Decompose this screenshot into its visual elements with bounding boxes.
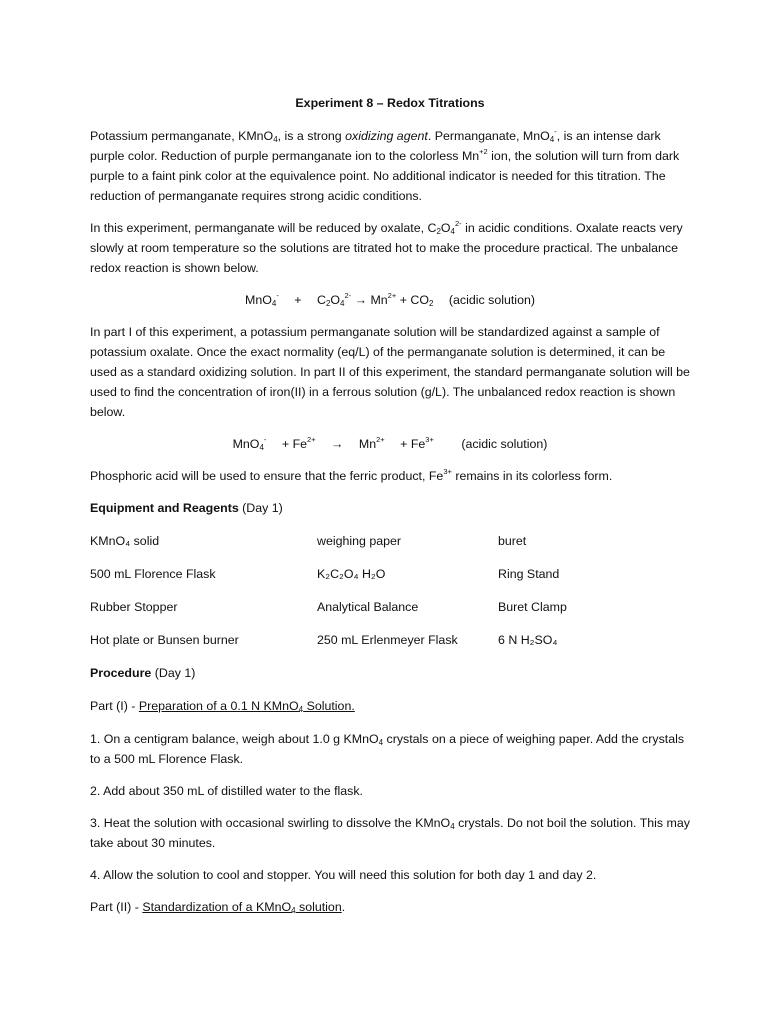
- text: Phosphoric acid will be used to ensure that the ferric product, Fe: [90, 469, 444, 483]
- part2-heading: [90, 897, 690, 917]
- eq2-fe: Fe2+: [293, 434, 316, 454]
- text: 3. Heat the solution with occasional swirling to dissolve the KMnO: [90, 816, 451, 830]
- equation-condition: (acidic solution): [448, 293, 535, 307]
- equipment-item: Hot plate or Bunsen burner: [90, 633, 239, 647]
- text: Potassium permanganate, KMnO: [90, 129, 274, 143]
- superscript: -: [554, 127, 557, 136]
- equipment-item: KMnO₄ solid: [90, 534, 160, 548]
- eq1-mno4: MnO4-: [245, 291, 279, 308]
- step-2: 2. Add about 350 mL of distilled water to the flask.: [90, 784, 363, 798]
- text: MnO: [232, 437, 260, 451]
- step-1: [90, 729, 690, 769]
- heading-day: (Day 1): [154, 666, 196, 680]
- text: Standardization of a KMnO: [142, 900, 292, 914]
- subscript: 4: [291, 906, 296, 915]
- step-3: [90, 813, 690, 853]
- equipment-item: Rubber Stopper: [90, 600, 178, 614]
- equipment-item: 500 mL Florence Flask: [90, 567, 216, 581]
- plus-sign: +: [400, 437, 408, 451]
- document-title: Experiment 8 – Redox Titrations: [295, 96, 485, 110]
- text: Fe: [292, 437, 308, 451]
- text: .: [341, 900, 346, 914]
- text: Preparation of a 0.1 N KMnO: [138, 699, 299, 713]
- reaction-arrow: →: [331, 437, 344, 451]
- subscript: 4: [549, 135, 555, 144]
- superscript: 2-: [455, 219, 462, 228]
- equipment-item: Ring Stand: [498, 567, 560, 581]
- eq1-mn: Mn2+: [370, 290, 396, 310]
- text: . Permanganate, MnO: [427, 129, 550, 143]
- text: C: [316, 293, 326, 307]
- eq1-co2: CO2: [410, 290, 433, 310]
- phosphoric-paragraph: [90, 466, 690, 486]
- text: solution: [295, 900, 342, 914]
- equation-2: [90, 434, 690, 454]
- text: Solution.: [303, 699, 355, 713]
- heading-bold: Procedure: [90, 666, 152, 680]
- eq2-mno4: MnO4-: [232, 435, 267, 452]
- eq2-fe3: Fe3+: [411, 434, 434, 454]
- equipment-item: Buret Clamp: [498, 600, 567, 614]
- text: MnO: [245, 293, 272, 307]
- part1-title: [139, 699, 355, 713]
- text: Part (I) -: [90, 699, 139, 713]
- subscript: 2: [436, 227, 441, 236]
- plus-sign: +: [281, 437, 290, 451]
- text: 1. On a centigram balance, weigh about 1.0 g KMnO: [90, 732, 379, 746]
- eq2-mn: Mn2+: [359, 434, 385, 454]
- equipment-list: [90, 531, 690, 650]
- heading-bold: Equipment and Reagents: [90, 501, 239, 515]
- document-page: [90, 93, 690, 929]
- text: , is an intense dark purple color. Reduction of purple permanganate ion to the colorless Mn: [90, 129, 661, 163]
- text: Mn: [370, 293, 388, 307]
- subscript: 4: [273, 135, 278, 144]
- equipment-heading: [90, 498, 690, 518]
- intro-paragraph-2: In this experiment, permanganate will be reduced by oxalate, $C_2O_4^{2-}$ in acidic conditions. Oxalate reacts very slowly at room temperature so the solutions are titrated hot to make the procedure practical. The unbalance redox reaction is shown below.: [90, 219, 683, 275]
- reaction-arrow: →: [354, 293, 367, 307]
- part1-heading: [90, 696, 690, 716]
- text: crystals on a piece of weighing paper. Add the crystals to a 500 mL Florence Flask.: [90, 732, 685, 766]
- part2-title: [142, 900, 341, 914]
- plus-sign: +: [294, 293, 302, 307]
- equipment-item: 6 N H₂SO₄: [498, 633, 558, 647]
- equipment-item: buret: [498, 534, 527, 548]
- subscript: 4: [450, 822, 455, 831]
- subscript: 4: [378, 738, 384, 747]
- text: CO: [410, 293, 429, 307]
- italic-term: oxidizing agent: [345, 129, 428, 143]
- equation-1: [90, 290, 690, 310]
- intro-paragraph-1: [90, 126, 690, 206]
- text: Mn: [358, 437, 377, 451]
- text: Fe: [410, 437, 426, 451]
- text: crystals. Do not boil the solution. This may take about 30 minutes.: [90, 816, 690, 850]
- equipment-item: Analytical Balance: [317, 600, 419, 614]
- text: ion, the solution will turn from dark purple to a faint pink color at the equivalence point. No additional indicator is needed for this titration. The reduction of permanganate requires strong acidic conditions.: [90, 149, 680, 203]
- eq1-oxalate: C2O42-: [316, 291, 352, 308]
- text: , is a strong: [277, 129, 346, 143]
- plus-sign: +: [399, 293, 407, 307]
- subscript: 4: [450, 227, 455, 236]
- equipment-item: 250 mL Erlenmeyer Flask: [317, 633, 458, 647]
- equation-condition: (acidic solution): [461, 437, 548, 451]
- superscript: 3+: [443, 467, 452, 476]
- equipment-item: K₂C₂O₄ H₂O: [317, 567, 386, 581]
- procedure-heading: [90, 663, 690, 683]
- superscript: +2: [479, 147, 488, 156]
- equipment-item: weighing paper: [317, 534, 402, 548]
- text: in acidic conditions. Oxalate reacts very slowly at room temperature so the solutions are titrated hot to make the procedure practical. The unbalance redox reaction is shown below.: [90, 221, 683, 275]
- subscript: 4: [298, 705, 304, 714]
- part-intro-paragraph: In part I of this experiment, a potassium permanganate solution will be standardized against a sample of potassium oxalate. Once the exact normality (eq/L) of the permanganate solution is determined, it can be used as a standard oxidizing solution. In part II of this experiment, the standard permanganate solution will be used to find the concentration of iron(II) in a ferrous solution (g/L). The unbalanced redox reaction is shown below.: [90, 325, 690, 419]
- text: Part (II) -: [90, 900, 143, 914]
- step-4: 4. Allow the solution to cool and stopper. You will need this solution for both day 1 and day 2.: [90, 868, 597, 882]
- heading-day: (Day 1): [242, 501, 283, 515]
- text: In this experiment, permanganate will be reduced by oxalate, C: [90, 221, 437, 235]
- text: remains in its colorless form.: [451, 469, 613, 483]
